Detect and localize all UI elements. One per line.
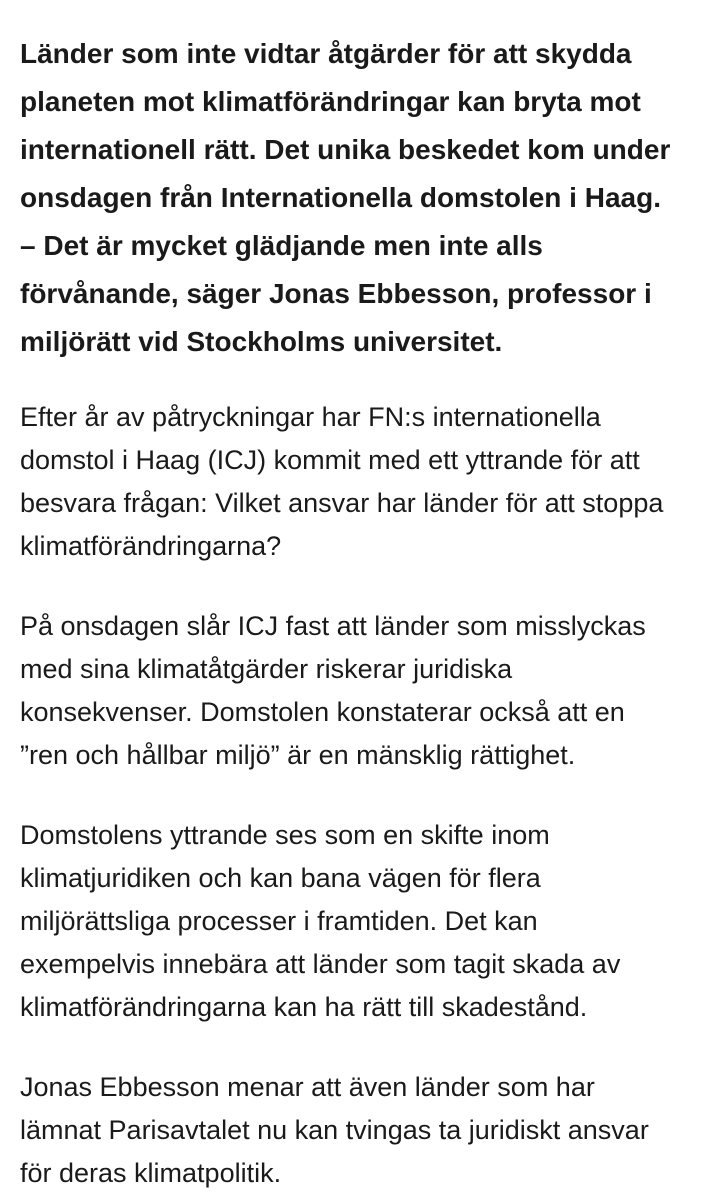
lead-text: Länder som inte vidtar åtgärder för att skydda planeten mot klimatförändringar kan bryta mot internationell rätt. Det unika beskedet kom under onsdagen från Internationella domstolen i Haag. bbox=[20, 38, 671, 213]
body-paragraph-4: Jonas Ebbesson menar att även länder som har lämnat Parisavtalet nu kan tvingas ta juridiskt ansvar för deras klimatpolitik. bbox=[20, 1072, 649, 1188]
body-paragraph-2: På onsdagen slår ICJ fast att länder som misslyckas med sina klimatåtgärder riskerar juridiska konsekvenser. Domstolen konstaterar också att en ”ren och hållbar miljö” är en mänsklig rättighet. bbox=[20, 611, 646, 770]
article-lead bbox=[20, 30, 676, 366]
body-paragraph-1: Efter år av påtryckningar har FN:s internationella domstol i Haag (ICJ) kommit med ett yttrande för att besvara frågan: Vilket ansvar har länder för att stoppa klimatförändringarna? bbox=[20, 402, 664, 561]
body-paragraph-3: Domstolens yttrande ses som en skifte inom klimatjuridiken och kan bana vägen för flera miljörättsliga processer i framtiden. Det kan exempelvis innebära att länder som tagit skada av klimatförändringarna kan ha rätt till skadestånd. bbox=[20, 820, 621, 1022]
lead-quote: – Det är mycket glädjande men inte alls förvånande, säger Jonas Ebbesson, professor i miljörätt vid Stockholms universitet. bbox=[20, 230, 652, 357]
